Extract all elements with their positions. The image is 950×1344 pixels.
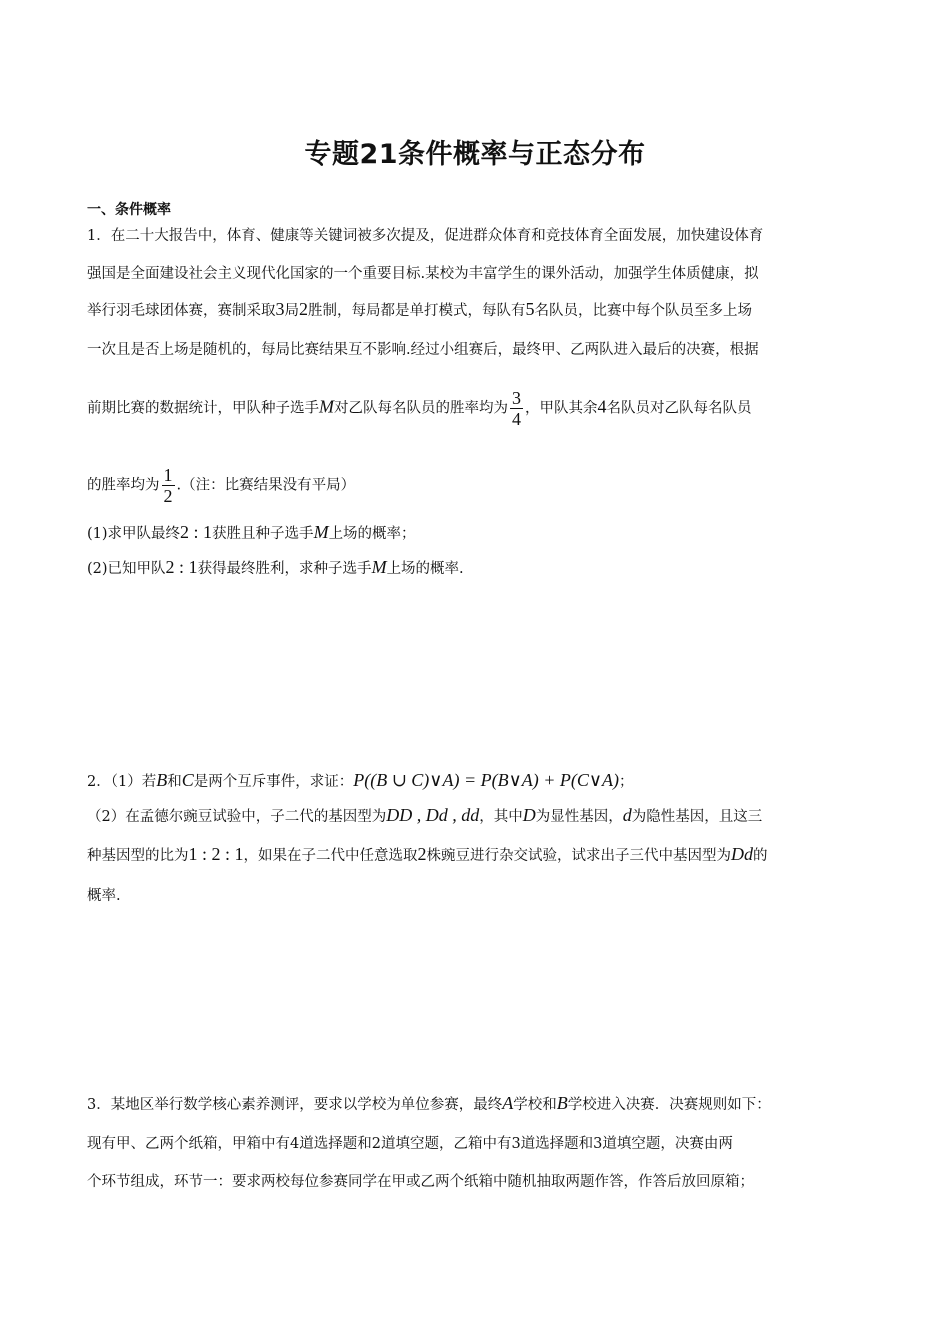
q2-line-4: 概率. bbox=[87, 888, 121, 904]
q1-part-2: (2)已知甲队2 : 1获得最终胜利，求种子选手M上场的概率. bbox=[87, 557, 464, 577]
q3-line-1: 3．某地区举行数学核心素养测评，要求以学校为单位参赛，最终A学校和B学校进入决赛．决赛规则如下： bbox=[87, 1093, 771, 1113]
q2-line-1: 2．（1）若B和C是两个互斥事件，求证：P((B ∪ C)∨A) = P(B∨A) + P(C∨A)； bbox=[87, 770, 634, 790]
fraction-three-quarters: $\frac{3}{4}$ bbox=[512, 388, 521, 429]
q1-line-5: 前期比赛的数据统计，甲队种子选手M对乙队每名队员的胜率均为 $\frac{3}{4}$ ，甲队其余4名队员对乙队每名队员 bbox=[87, 388, 752, 429]
q2-line-3: 种基因型的比为1 : 2 : 1，如果在子二代中任意选取2株豌豆进行杂交试验，试求出子三代中基因型为Dd的 bbox=[87, 844, 768, 864]
q1-line-1: 1．在二十大报告中，体育、健康等关键词被多次提及，促进群众体育和竞技体育全面发展，加快建设体育 bbox=[87, 228, 764, 244]
q2-line-2: （2）在孟德尔豌豆试验中，子二代的基因型为DD , Dd , dd，其中D为显性基因，d为隐性基因，且这三 bbox=[87, 805, 763, 825]
q1-line-2: 强国是全面建设社会主义现代化国家的一个重要目标.某校为丰富学生的课外活动，加强学生体质健康，拟 bbox=[87, 266, 759, 282]
q1-part-1: (1)求甲队最终2 : 1获胜且种子选手M上场的概率； bbox=[87, 522, 416, 542]
page-title: 专题21条件概率与正态分布 bbox=[304, 139, 646, 170]
q3-line-3: 个环节组成，环节一：要求两校每位参赛同学在甲或乙两个纸箱中随机抽取两题作答，作答后放回原箱； bbox=[87, 1174, 754, 1190]
q1-line-3: 举行羽毛球团体赛，赛制采取3局2胜制，每局都是单打模式，每队有5名队员，比赛中每个队员至多上场 bbox=[87, 299, 752, 319]
fraction-one-half: $\frac{1}{2}$ bbox=[163, 465, 173, 506]
q3-line-2: 现有甲、乙两个纸箱，甲箱中有4道选择题和2道填空题，乙箱中有3道选择题和3道填空题，决赛由两 bbox=[87, 1136, 733, 1152]
section-heading: 一、条件概率 bbox=[87, 202, 171, 218]
q1-line-4: 一次且是否上场是随机的，每局比赛结果互不影响.经过小组赛后，最终甲、乙两队进入最后的决赛，根据 bbox=[87, 342, 759, 358]
q1-line-6: 的胜率均为 $\frac{1}{2}$ .（注：比赛结果没有平局） bbox=[87, 465, 356, 506]
